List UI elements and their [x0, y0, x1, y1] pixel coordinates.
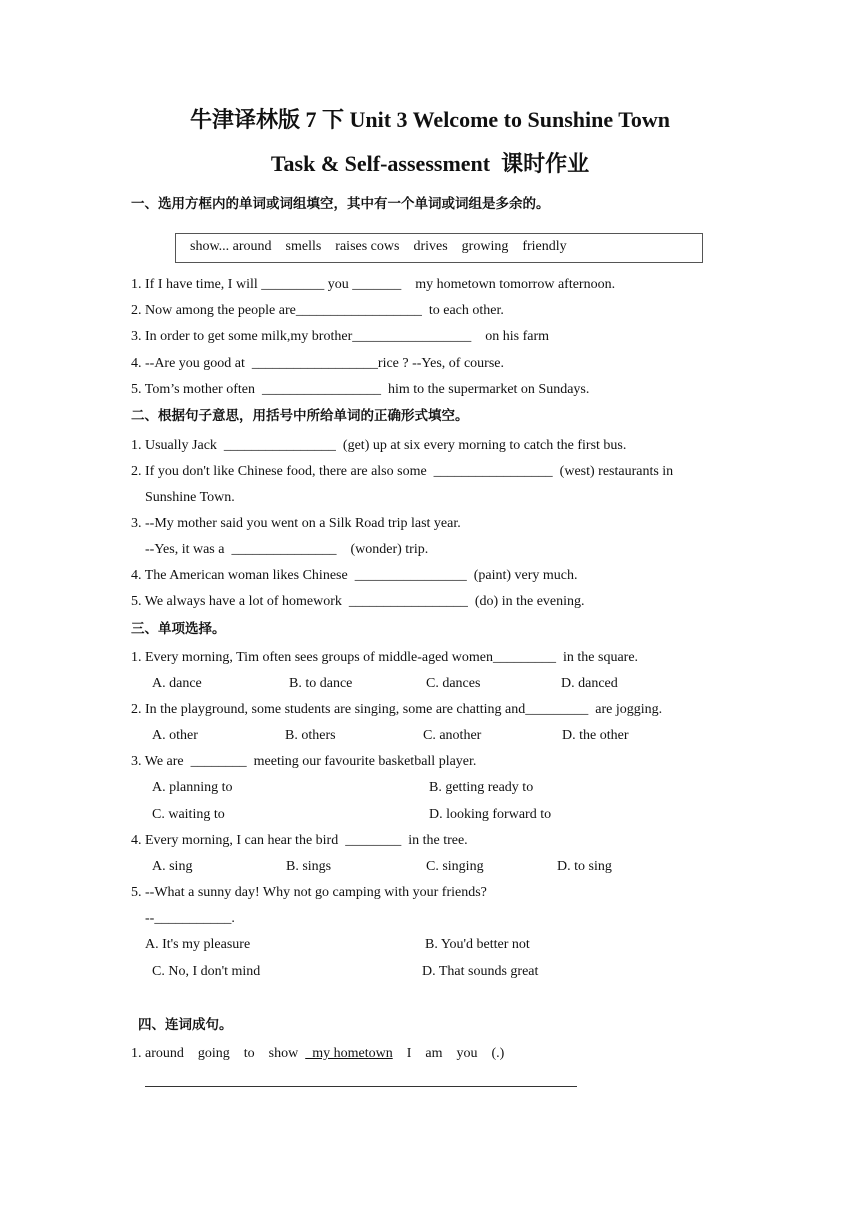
s3-q2-option-b: B. others — [285, 728, 336, 743]
word-box — [175, 233, 703, 263]
s4-q1-prefix: 1. around going to show — [131, 1046, 306, 1061]
s2-question-4: 4. The American woman likes Chinese ________________ (paint) very much. — [131, 568, 578, 583]
s2-question-3-reply: --Yes, it was a _______________ (wonder) trip. — [145, 542, 429, 557]
s1-question-5: 5. Tom’s mother often _________________ him to the supermarket on Sundays. — [131, 382, 590, 397]
s3-q1-option-a: A. dance — [152, 676, 202, 691]
s4-q1-suffix: I am you (.) — [392, 1046, 505, 1061]
s3-q4-option-b: B. sings — [286, 859, 332, 874]
s3-question-4: 4. Every morning, I can hear the bird ________ in the tree. — [131, 833, 468, 848]
section3-heading: 三、单项选择。 — [131, 621, 226, 637]
page-title-line2: Task & Self-assessment 课时作业 — [270, 151, 590, 176]
word-box-text: show... around smells raises cows drives growing friendly — [190, 239, 567, 254]
s3-question-2: 2. In the playground, some students are singing, some are chatting and_________ are jogging. — [131, 702, 663, 717]
section4-heading: 四、连词成句。 — [138, 1017, 233, 1033]
answer-line — [145, 1086, 577, 1087]
s2-question-2: 2. If you don't like Chinese food, there are also some _________________ (west) restaurants in — [131, 464, 674, 479]
s4-question-1 — [131, 1045, 504, 1063]
s1-question-4: 4. --Are you good at __________________rice ? --Yes, of course. — [131, 356, 505, 371]
s3-q5-option-c: C. No, I don't mind — [152, 964, 261, 979]
s3-q1-option-d: D. danced — [561, 676, 618, 691]
section2-heading: 二、根据句子意思，用括号中所给单词的正确形式填空。 — [131, 408, 469, 424]
s1-question-1: 1. If I have time, I will _________ you _______ my hometown tomorrow afternoon. — [131, 277, 616, 292]
s3-q3-option-d: D. looking forward to — [429, 807, 552, 822]
s3-q3-option-b: B. getting ready to — [429, 780, 534, 795]
s3-q4-option-a: A. sing — [152, 859, 193, 874]
s3-q1-option-b: B. to dance — [289, 676, 353, 691]
s2-question-5: 5. We always have a lot of homework _________________ (do) in the evening. — [131, 594, 585, 609]
s3-q2-option-a: A. other — [152, 728, 198, 743]
page-title-line1: 牛津译林版 7 下 Unit 3 Welcome to Sunshine Town — [189, 107, 670, 132]
s3-question-5: 5. --What a sunny day! Why not go camping with your friends? — [131, 885, 487, 900]
s2-question-3: 3. --My mother said you went on a Silk Road trip last year. — [131, 516, 461, 531]
s3-question-1: 1. Every morning, Tim often sees groups of middle-aged women_________ in the square. — [131, 650, 639, 665]
section1-heading: 一、选用方框内的单词或词组填空，其中有一个单词或词组是多余的。 — [131, 196, 550, 212]
s3-q2-option-c: C. another — [423, 728, 482, 743]
s3-q5-option-d: D. That sounds great — [422, 964, 539, 979]
s1-question-3: 3. In order to get some milk,my brother_________________ on his farm — [131, 329, 549, 344]
s3-question-3: 3. We are ________ meeting our favourite basketball player. — [131, 754, 477, 769]
s3-q5-option-b: B. You'd better not — [425, 937, 530, 952]
s2-question-2-cont: Sunshine Town. — [145, 490, 235, 505]
s3-q3-option-a: A. planning to — [152, 780, 233, 795]
s3-q4-option-d: D. to sing — [557, 859, 612, 874]
s4-q1-underlined: my hometown — [305, 1046, 393, 1061]
s1-question-2: 2. Now among the people are__________________ to each other. — [131, 303, 504, 318]
s3-question-5-reply: --___________. — [145, 911, 235, 926]
s3-q3-option-c: C. waiting to — [152, 807, 225, 822]
s3-q4-option-c: C. singing — [426, 859, 484, 874]
s2-question-1: 1. Usually Jack ________________ (get) up at six every morning to catch the first bus. — [131, 438, 627, 453]
s3-q2-option-d: D. the other — [562, 728, 629, 743]
s3-q5-option-a: A. It's my pleasure — [145, 937, 251, 952]
s3-q1-option-c: C. dances — [426, 676, 481, 691]
